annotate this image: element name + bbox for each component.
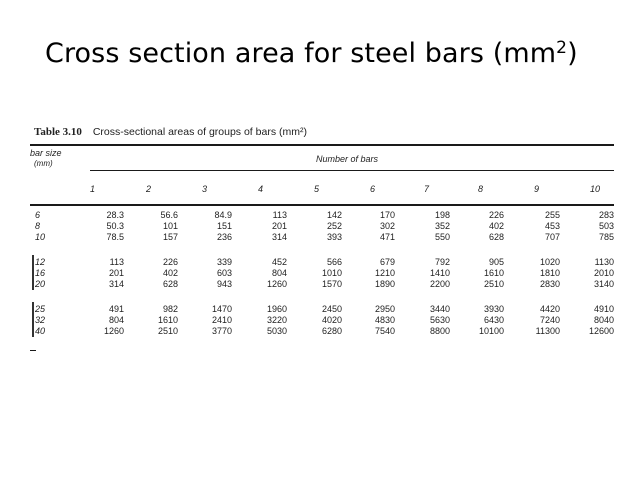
area-cell: 170 — [379, 210, 395, 220]
table-caption-text: Cross-sectional areas of groups of bars (mm²) — [92, 126, 307, 138]
column-header: 10 — [590, 184, 601, 194]
area-cell: 314 — [271, 232, 287, 242]
table-row — [30, 210, 614, 221]
area-cell: 603 — [216, 268, 232, 278]
column-header: 7 — [424, 184, 430, 194]
area-cell: 804 — [271, 268, 287, 278]
area-cell: 7240 — [539, 315, 560, 325]
bar-size-cell: 20 — [35, 279, 46, 289]
table-row — [30, 304, 614, 315]
column-header: 3 — [202, 184, 208, 194]
column-header: 9 — [534, 184, 540, 194]
area-cell: 78.5 — [106, 232, 124, 242]
table-row — [30, 257, 614, 268]
area-cell: 453 — [544, 221, 560, 231]
area-cell: 2950 — [374, 304, 395, 314]
area-cell: 982 — [162, 304, 178, 314]
area-cell: 1610 — [157, 315, 178, 325]
header-number-of-bars: Number of bars — [316, 154, 379, 164]
area-cell: 804 — [108, 315, 124, 325]
header-bar-size: bar size — [30, 148, 62, 158]
slide-title — [45, 38, 578, 69]
area-cell: 7540 — [374, 326, 395, 336]
area-cell: 3440 — [429, 304, 450, 314]
area-cell: 56.6 — [160, 210, 178, 220]
top-rule — [30, 144, 614, 146]
area-cell: 628 — [162, 279, 178, 289]
area-cell: 3930 — [483, 304, 504, 314]
bar-size-cell: 25 — [35, 304, 46, 314]
column-header: 5 — [314, 184, 320, 194]
table-row — [30, 232, 614, 243]
area-cell: 226 — [162, 257, 178, 267]
area-cell: 550 — [434, 232, 450, 242]
area-cell: 792 — [434, 257, 450, 267]
column-header: 1 — [90, 184, 96, 194]
bar-size-cell: 10 — [35, 232, 46, 242]
area-cell: 402 — [162, 268, 178, 278]
area-cell: 10100 — [478, 326, 504, 336]
area-cell: 3140 — [593, 279, 614, 289]
area-cell: 1010 — [321, 268, 342, 278]
area-cell: 2450 — [321, 304, 342, 314]
area-cell: 1260 — [103, 326, 124, 336]
header-bottom-rule — [30, 204, 614, 206]
area-cell: 1960 — [266, 304, 287, 314]
area-cell: 785 — [598, 232, 614, 242]
area-cell: 1890 — [374, 279, 395, 289]
area-cell: 905 — [488, 257, 504, 267]
area-cell: 4830 — [374, 315, 395, 325]
area-cell: 101 — [162, 221, 178, 231]
area-cell: 1810 — [539, 268, 560, 278]
area-cell: 113 — [109, 257, 124, 267]
area-cell: 1410 — [429, 268, 450, 278]
area-cell: 2200 — [429, 279, 450, 289]
area-cell: 314 — [108, 279, 124, 289]
area-cell: 1610 — [483, 268, 504, 278]
table-caption — [34, 126, 307, 138]
area-cell: 471 — [379, 232, 395, 242]
table-row — [30, 315, 614, 326]
area-cell: 283 — [598, 210, 614, 220]
area-cell: 2510 — [157, 326, 178, 336]
area-cell: 142 — [326, 210, 342, 220]
area-cell: 566 — [326, 257, 342, 267]
area-cell: 1130 — [594, 257, 614, 267]
area-cell: 8800 — [429, 326, 450, 336]
area-cell: 503 — [598, 221, 614, 231]
area-cell: 5030 — [266, 326, 287, 336]
bar-size-cell: 6 — [35, 210, 41, 220]
bar-size-cell: 8 — [35, 221, 41, 231]
area-cell: 113 — [272, 210, 287, 220]
area-cell: 201 — [271, 221, 287, 231]
area-cell: 6430 — [483, 315, 504, 325]
area-cell: 6280 — [321, 326, 342, 336]
bar-size-cell: 16 — [35, 268, 46, 278]
bottom-marker — [30, 350, 36, 351]
table-row — [30, 326, 614, 337]
area-cell: 50.3 — [106, 221, 124, 231]
area-cell: 943 — [216, 279, 232, 289]
table-number: Table 3.10 — [34, 126, 82, 138]
area-cell: 1570 — [321, 279, 342, 289]
area-cell: 5630 — [429, 315, 450, 325]
area-cell: 157 — [162, 232, 178, 242]
area-cell: 707 — [544, 232, 560, 242]
area-cell: 2010 — [593, 268, 614, 278]
area-cell: 255 — [544, 210, 560, 220]
column-header: 6 — [370, 184, 376, 194]
area-cell: 252 — [326, 221, 342, 231]
column-header: 8 — [478, 184, 484, 194]
table-row — [30, 221, 614, 232]
table-row — [30, 279, 614, 290]
area-cell: 11300 — [535, 326, 560, 336]
area-cell: 4910 — [593, 304, 614, 314]
area-cell: 151 — [216, 221, 232, 231]
area-cell: 4020 — [321, 315, 342, 325]
area-cell: 1470 — [211, 304, 232, 314]
table-row — [30, 268, 614, 279]
column-header: 2 — [146, 184, 152, 194]
area-cell: 393 — [326, 232, 342, 242]
area-cell: 302 — [379, 221, 395, 231]
area-cell: 1260 — [266, 279, 287, 289]
slide-title-main: Cross section area for steel bars (mm — [45, 38, 557, 69]
area-cell: 236 — [216, 232, 232, 242]
area-cell: 8040 — [593, 315, 614, 325]
header-unit: (mm) — [34, 159, 53, 168]
column-header: 4 — [258, 184, 264, 194]
area-cell: 1210 — [374, 268, 395, 278]
area-cell: 2830 — [539, 279, 560, 289]
scanned-table — [30, 126, 614, 366]
area-cell: 4420 — [539, 304, 560, 314]
area-cell: 491 — [108, 304, 124, 314]
area-cell: 679 — [379, 257, 395, 267]
slide-title-superscript: 2 — [556, 38, 568, 58]
area-cell: 2510 — [483, 279, 504, 289]
area-cell: 226 — [488, 210, 504, 220]
area-cell: 452 — [271, 257, 287, 267]
area-cell: 3220 — [266, 315, 287, 325]
area-cell: 628 — [488, 232, 504, 242]
area-cell: 1020 — [539, 257, 560, 267]
area-cell: 28.3 — [106, 210, 124, 220]
area-cell: 12600 — [588, 326, 614, 336]
area-cell: 3770 — [211, 326, 232, 336]
area-cell: 402 — [488, 221, 504, 231]
header-subrule — [90, 170, 614, 171]
area-cell: 201 — [108, 268, 124, 278]
area-cell: 2410 — [211, 315, 232, 325]
bar-size-cell: 40 — [35, 326, 46, 336]
slide-title-end: ) — [567, 38, 578, 69]
area-cell: 198 — [434, 210, 450, 220]
bar-size-cell: 12 — [35, 257, 46, 267]
area-cell: 352 — [434, 221, 450, 231]
bar-size-cell: 32 — [35, 315, 46, 325]
area-cell: 339 — [216, 257, 232, 267]
area-cell: 84.9 — [214, 210, 232, 220]
